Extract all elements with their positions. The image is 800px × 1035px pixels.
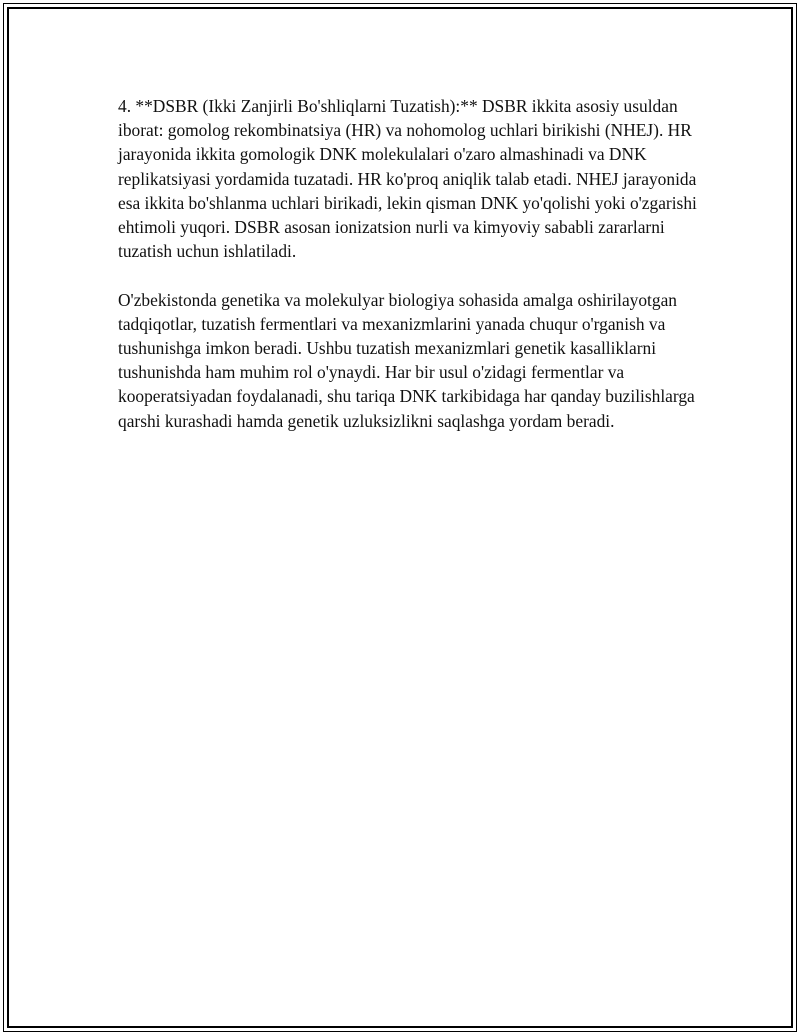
- paragraph-uzbekistan-research: O'zbekistonda genetika va molekulyar biologiya sohasida amalga oshirilayotgan tadqiqotlar, tuzatish fermentlari va mexanizmlarini yanada chuqur o'rganish va tushunishga imkon beradi. Ushbu tuzatish mexanizmlari genetik kasalliklarni tushunishda ham muhim rol o'ynaydi. Har bir usul o'zidagi fermentlar va kooperatsiyadan foydalanadi, shu tariqa DNK tarkibidaga har qanday buzilishlarga qarshi kurashadi hamda genetik uzluksizlikni saqlashga yordam beradi.: [118, 289, 695, 431]
- paragraph-dsbr: 4. **DSBR (Ikki Zanjirli Bo'shliqlarni Tuzatish):** DSBR ikkita asosiy usuldan iborat: gomolog rekombinatsiya (HR) va nohomolog uchlari birikishi (NHEJ). HR jarayonida ikkita gomologik DNK molekulalari o'zaro almashinadi va DNK replikatsiyasi yordamida tuzatadi. HR ko'proq aniqlik talab etadi. NHEJ jarayonida esa ikkita bo'shlanma uchlari birikadi, lekin qisman DNK yo'qolishi yoki o'zgarishi ehtimoli yuqori. DSBR asosan ionizatsion nurli va kimyoviy sababli zararlarni tuzatish uchun ishlatiladi.: [118, 96, 697, 262]
- document-body: [118, 94, 698, 457]
